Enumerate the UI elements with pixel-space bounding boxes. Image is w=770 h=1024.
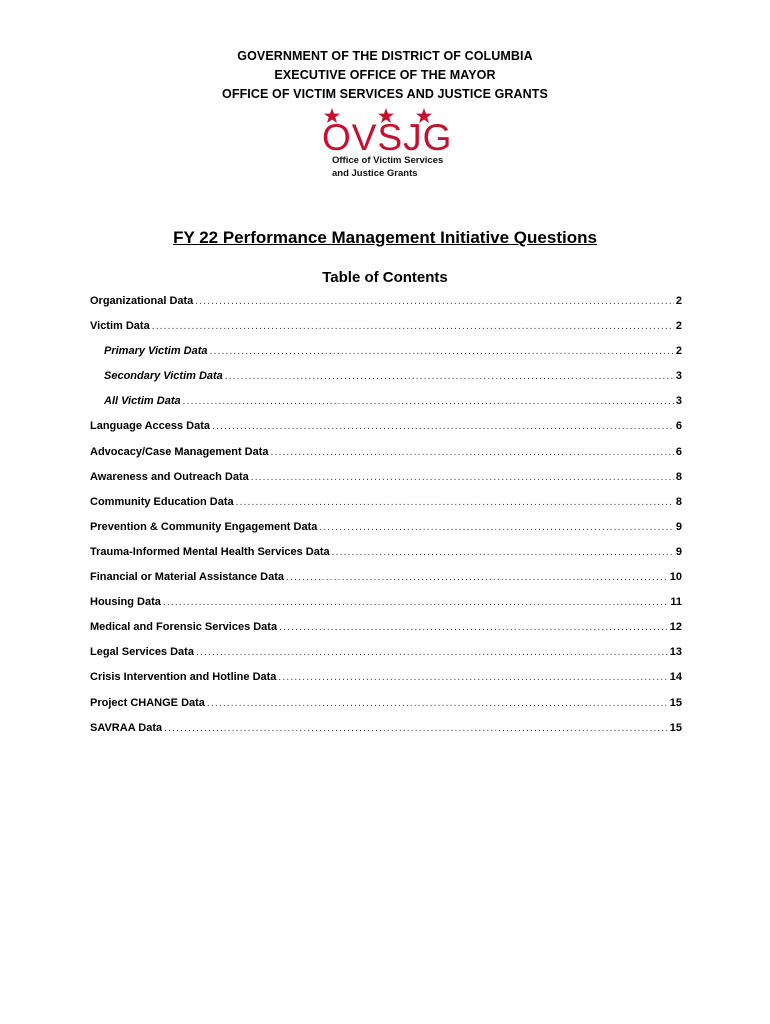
- toc-dot-leader: [236, 494, 674, 512]
- toc-entry[interactable]: [90, 390, 682, 415]
- toc-entry-page-number[interactable]: 3: [675, 395, 682, 408]
- header-line-government: GOVERNMENT OF THE DISTRICT OF COLUMBIA: [237, 49, 533, 63]
- toc-entry-page-number[interactable]: 11: [670, 596, 682, 609]
- toc-dot-leader: [319, 519, 674, 537]
- toc-entry[interactable]: [90, 365, 682, 390]
- toc-entry[interactable]: [90, 441, 682, 466]
- toc-dot-leader: [163, 594, 668, 612]
- toc-entry-label[interactable]: Legal Services Data: [90, 646, 194, 659]
- toc-entry-page-number[interactable]: 12: [669, 621, 682, 634]
- logo-subtitle-line2: and Justice Grants: [332, 168, 418, 179]
- toc-entry[interactable]: [90, 415, 682, 440]
- toc-entry-label[interactable]: Victim Data: [90, 320, 150, 333]
- document-header: [0, 47, 770, 104]
- toc-entry-page-number[interactable]: 14: [669, 671, 682, 684]
- toc-entry-label[interactable]: Prevention & Community Engagement Data: [90, 520, 318, 533]
- toc-entry-label[interactable]: Medical and Forensic Services Data: [90, 621, 278, 634]
- toc-entry-label[interactable]: Advocacy/Case Management Data: [90, 445, 269, 458]
- toc-dot-leader: [196, 644, 668, 662]
- toc-dot-leader: [212, 418, 674, 436]
- toc-entry-page-number[interactable]: 6: [675, 420, 682, 433]
- toc-entry[interactable]: [90, 340, 682, 365]
- toc-entry-label[interactable]: Awareness and Outreach Data: [90, 470, 249, 483]
- toc-dot-leader: [183, 393, 674, 411]
- toc-entry-label[interactable]: SAVRAA Data: [90, 721, 163, 734]
- toc-entry-label[interactable]: Housing Data: [90, 596, 161, 609]
- toc-entry[interactable]: [90, 717, 682, 742]
- logo-subtitle-line1: Office of Victim Services: [332, 155, 444, 166]
- toc-dot-leader: [332, 544, 674, 562]
- toc-entry[interactable]: [90, 591, 682, 616]
- toc-entry-label[interactable]: Primary Victim Data: [104, 345, 208, 358]
- toc-dot-leader: [207, 695, 668, 713]
- toc-entry-page-number[interactable]: 2: [675, 295, 682, 307]
- toc-entry-page-number[interactable]: 9: [675, 545, 682, 558]
- toc-entry-page-number[interactable]: 15: [669, 696, 682, 709]
- toc-entry[interactable]: [90, 566, 682, 591]
- toc-entry-label[interactable]: Project CHANGE Data: [90, 696, 205, 709]
- toc-entry[interactable]: [90, 641, 682, 666]
- toc-entry-label[interactable]: All Victim Data: [104, 395, 181, 408]
- toc-entry-page-number[interactable]: 8: [675, 495, 682, 508]
- toc-dot-leader: [251, 469, 674, 487]
- document-title: FY 22 Performance Management Initiative Questions: [173, 228, 597, 247]
- toc-entry[interactable]: [90, 290, 682, 315]
- toc-entry-page-number[interactable]: 10: [669, 571, 682, 584]
- toc-entry-page-number[interactable]: 9: [675, 520, 682, 533]
- toc-heading: Table of Contents: [322, 269, 448, 286]
- header-line-executive-office: EXECUTIVE OFFICE OF THE MAYOR: [274, 68, 496, 82]
- toc-entry-page-number[interactable]: 2: [675, 345, 682, 358]
- toc-dot-leader: [225, 368, 674, 386]
- toc-entry[interactable]: [90, 491, 682, 516]
- toc-entry-page-number[interactable]: 3: [675, 370, 682, 383]
- toc-entry-label[interactable]: Crisis Intervention and Hotline Data: [90, 671, 277, 684]
- toc-entry-label[interactable]: Financial or Material Assistance Data: [90, 571, 284, 584]
- toc-entry[interactable]: [90, 616, 682, 641]
- toc-entry-label[interactable]: Trauma-Informed Mental Health Services Data: [90, 545, 330, 558]
- toc-dot-leader: [278, 669, 667, 687]
- logo-subtitle: [332, 154, 443, 180]
- toc-entry-label[interactable]: Secondary Victim Data: [104, 370, 223, 383]
- toc-entry-page-number[interactable]: 2: [675, 320, 682, 333]
- toc-entry[interactable]: [90, 692, 682, 717]
- toc-dot-leader: [271, 444, 674, 462]
- toc-entry-page-number[interactable]: 15: [669, 721, 682, 734]
- logo-wordmark: OVSJG: [322, 117, 453, 158]
- toc-entry-label[interactable]: Organizational Data: [90, 295, 194, 307]
- toc-entry-page-number[interactable]: 6: [675, 445, 682, 458]
- toc-dot-leader: [164, 720, 668, 738]
- toc-dot-leader: [152, 318, 674, 336]
- toc-entry-label[interactable]: Community Education Data: [90, 495, 234, 508]
- toc-dot-leader: [286, 569, 668, 587]
- toc-entry[interactable]: [90, 315, 682, 340]
- toc-entry-page-number[interactable]: 8: [675, 470, 682, 483]
- toc-dot-leader: [279, 619, 668, 637]
- toc-entry[interactable]: [90, 666, 682, 691]
- toc-entry[interactable]: [90, 541, 682, 566]
- toc-entry-label[interactable]: Language Access Data: [90, 420, 211, 433]
- header-line-ovsjg: OFFICE OF VICTIM SERVICES AND JUSTICE GRANTS: [222, 87, 548, 101]
- ovsjg-logo: [318, 108, 458, 180]
- toc-entry-page-number[interactable]: 13: [669, 646, 682, 659]
- toc-entry[interactable]: [90, 516, 682, 541]
- table-of-contents: [90, 290, 682, 742]
- toc-entry[interactable]: [90, 466, 682, 491]
- toc-dot-leader: [210, 343, 674, 361]
- toc-dot-leader: [195, 293, 674, 311]
